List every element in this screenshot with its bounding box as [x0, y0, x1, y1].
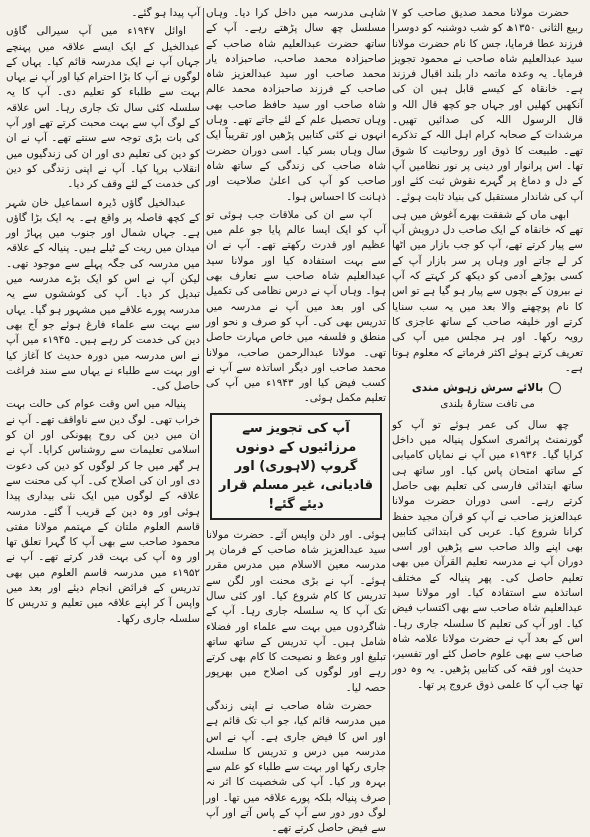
paragraph: حضرت شاہ صاحب نے اپنی زندگی میں مدرسہ قائم کیا، جو اب تک قائم ہے اور اس کا فیض جاری ہے۔ آپ نے اس مدرسہ میں درس و تدریس کا سلسلہ جاری رکھا اور بہت سے طلباء کو علم سے بہرہ ور کیا۔ آپ کی شخصیت کا اثر نہ صرف پنیالہ بلکہ پورے علاقہ میں تھا۔ اور لوگ دور دور سے آپ کے پاس آتے اور آپ سے فیض حاصل کرتے تھے۔	[206, 699, 386, 835]
column-divider-right	[389, 8, 390, 805]
article-column-right	[392, 6, 583, 807]
article-column-middle	[206, 6, 386, 835]
column-divider-left	[203, 8, 204, 805]
paragraph: پنیالہ میں اس وقت عوام کی حالت بہت خراب تھی۔ لوگ دین سے ناواقف تھے۔ آپ نے ان میں دین کی روح پھونکی اور ان کو اسلامی تعلیمات سے روشناس کرایا۔ آپ نے ہر گھر میں جا کر لوگوں کو دین کی دعوت دی اور ان کی اصلاح کی۔ آپ کی محنت سے علاقہ کے لوگوں میں ایک نئی بیداری پیدا ہوئی اور وہ دین کے قریب آ گئے۔ مدرسہ قاسم العلوم ملتان کے مہتمم مولانا مفتی محمود صاحب سے بھی آپ کا گہرا تعلق تھا اور وہ آپ کی بہت قدر کرتے تھے۔ آپ نے ۱۹۵۲ء میں مدرسہ قاسم العلوم میں بھی تدریس کے فرائض انجام دیئے اور بعد میں واپس آ کر اپنے علاقہ میں تعلیم و تدریس کا سلسلہ جاری رکھا۔	[6, 398, 200, 625]
paragraph: شاہی مدرسہ میں داخل کرا دیا۔ وہاں مسلسل چھ سال پڑھتے رہے۔ آپ کے ساتھ حضرت عبدالعلیم شاہ صاحب کے صاحبزادہ محمد صاحب، صاحبزادہ یار محمد صاحب اور سید عبدالعزیز شاہ صاحب کے فرزند صاحبزادہ محمد عالم شاہ صاحب اور سید حافظ صاحب بھی وہاں تحصیل علم کے لئے جاتے تھے۔ وہاں انہوں نے کئی کتابیں پڑھیں اور تقریباً ایک سال وہاں بسر کیا۔ اسی دوران حضرت شاہ صاحب کی زندگی کے ساتھ شاہ صاحب کو آپ کی اعلیٰ صلاحیت اور ذہانت کا احساس ہوا۔	[206, 7, 386, 203]
paragraph: آپ پیدا ہو گئے۔	[131, 7, 200, 19]
verse-heading	[392, 380, 583, 395]
ornament-icon	[549, 382, 561, 394]
paragraph: ابھی ماں کے شفقت بھرے آغوش میں ہی تھے کہ خانقاہ کے ایک صاحب دل درویش آپ سے پیار کرتے تھے، آپ کو جب بازار میں اٹھا کر لے جاتے اور وہاں پر سر بازار آپ کے کسی بوڑھے آدمی کو دیکھ کر کہتے کہ آپ نے بیرون کے بچوں سے پیار ہو گیا ہے تو اس کا نام پوچھنے والا بعد میں یہ سب سنایا کرتے اور خلیفہ صاحب کے ساتھ عاجزی کا رویہ رکھا۔ اور ہر مجلس میں آپ کی تعریف کرتے ہوئے اکثر فرماتے کہ معلوم ہوتا ہے۔	[392, 208, 583, 374]
verse-subheading: می تافت ستارۂ بلندی	[440, 398, 535, 411]
paragraph: ہوئی۔ اور دلن واپس آئے۔ حضرت مولانا سید عبدالعزیز شاہ صاحب کے فرمان پر مدرسہ معین الاسلام میں مدرس مقرر ہوئے۔ آپ نے بڑی محنت اور لگن سے تدریس کا کام شروع کیا۔ اور کئی سال تک آپ کا یہ سلسلہ جاری رہا۔ آپ کے شاگردوں میں بہت سے علماء اور فضلاء شامل ہیں۔ آپ تدریس کے ساتھ ساتھ تبلیغ اور وعظ و نصیحت کا کام بھی کرتے رہے اور لوگوں کی اصلاح میں بھرپور حصہ لیا۔	[206, 528, 386, 694]
paragraph: اوائل ۱۹۴۷ء میں آپ سیرالی گاؤں عبدالخیل کے ایک ایسے علاقہ میں پہنچے جہاں آپ نے ایک مدرسہ قائم کیا۔ یہاں کے لوگوں نے آپ کا بڑا احترام کیا اور آپ نے یہاں بہت سے طلباء کو تعلیم دی۔ آپ کا یہ سلسلہ کئی سال تک جاری رہا۔ اس علاقہ کے لوگ آپ سے بہت محبت کرتے تھے اور آپ کی بات بڑی توجہ سے سنتے تھے۔ آپ نے ان کو دین کی تعلیم دی اور ان کی زندگیوں میں انقلاب برپا کیا۔ آپ نے اپنی زندگی کو دین کی خدمت کے لئے وقف کر دیا۔	[6, 25, 200, 191]
paragraph: حضرت مولانا محمد صدیق صاحب کو ۷ ربیع الثانی ۱۳۵۰ھ کو شب دوشنبہ کو دوسرا فرزند عطا فرمایا، جس کا نام حضرت مولانا سید عبدالعلیم شاہ صاحب نے محمود تجویز فرمایا۔ یہ وعدہ ماتمہ دار بلند اقبال فرزند ہے۔ خانقاہ کے کیسے قابل ہیں ان کی آنکھیں کھلیں اور جہاں جو کچھ قال اللہ و قال الرسول اللہ کی صدائیں تھیں۔ مرشدات کے صحابہ کرام اہل اللہ کے تذکرے تھے۔ طبیعت کا ذوق اور روحانیت کا شوق تھا۔ اس پرانوار اور دینی پر نور نظامیں آپ کے دل و دماغ پر گہرے نقوش ثبت کئے اور آپ کی شاندار مستقبل کی بنیاد ثابت ہوئے۔	[392, 7, 583, 203]
article-column-left	[6, 6, 200, 807]
paragraph: چھ سال کی عمر ہوئے تو آپ کو گورنمنٹ پرائمری اسکول پنیالہ میں داخل کرایا گیا۔ ۱۹۳۶ء میں آپ نے نمایاں کامیابی کے ساتھ امتحان پاس کیا۔ اور ساتھ ہی ساتھ ابتدائی فارسی کی تعلیم بھی حاصل کرتے رہے۔ اسی دوران حضرت مولانا عبدالعزیز صاحب نے آپ کو قرآن مجید حفظ کرانا شروع کیا۔ عربی کی ابتدائی کتابیں بھی اپنے والد صاحب سے پڑھیں اور اسی دوران آپ نے مدرسہ تعلیم القرآن میں بھی تعلیم حاصل کی۔ پھر پنیالہ کے مختلف اساتذہ سے استفادہ کیا۔ اور مولانا سید عبدالعلیم شاہ صاحب سے بھی اکتساب فیض کیا۔ اور آپ کی تعلیم کا سلسلہ جاری رہا۔ اس کے بعد آپ نے حضرت مولانا علامہ شاہ صاحب سے بھی علوم حاصل کئے اور تفسیر، حدیث اور فقہ کی کتابیں پڑھیں۔ یہ وہ دور تھا جب آپ کا علمی ذوق عروج پر تھا۔	[392, 418, 583, 691]
paragraph: آپ سے ان کی ملاقات جب ہوئی تو آپ کو ایک ایسا عالم پایا جو علم میں عظیم اور قدرت رکھتے تھے۔ آپ نے ان سے بہت استفادہ کیا اور مولانا سید عبدالعلیم شاہ صاحب سے تعارف بھی ہوا۔ وہاں آپ نے درس نظامی کی تکمیل کی اور بعد میں آپ نے مدرسہ میں تدریس بھی کی۔ آپ کو صرف و نحو اور منطق و فلسفہ میں خاص مہارت حاصل تھی۔ مولانا عبدالرحمن صاحب، مولانا محمد صاحب اور دیگر اساتذہ سے آپ نے کسب فیض کیا اور ۱۹۴۳ء میں آپ کی تعلیم مکمل ہوئی۔	[206, 208, 386, 405]
paragraph: عبدالخیل گاؤں ڈیرہ اسماعیل خان شہر کے کچھ فاصلہ پر واقع ہے۔ یہ ایک بڑا گاؤں ہے۔ جہاں شمال اور جنوب میں پہاڑ اور میدان میں ریت کے ٹیلے ہیں۔ پنیالہ کے علاقہ میں مدرسہ کی جگہ پہلے سے موجود تھی۔ لیکن آپ نے اس کو ایک بڑے مدرسہ میں تبدیل کر دیا۔ آپ کی کوششوں سے یہ مدرسہ پورے علاقے میں مشہور ہو گیا۔ یہاں سے بہت سے علماء فارغ ہوئے جو آج بھی دین کی خدمت کر رہے ہیں۔ ۱۹۴۵ء میں آپ نے اس مدرسہ میں دورہ حدیث کا آغاز کیا اور بہت سے طلباء نے یہاں سے سند فراغت حاصل کی۔	[6, 196, 200, 393]
highlight-box: آپ کی تجویز سے مرزائیوں کے دونوں گروپ (لاہوری) اور قادیانی، غیر مسلم قرار دیئے گئے!	[210, 413, 382, 520]
verse-heading-text: بالائے سرش زہوش مندی	[411, 381, 544, 395]
